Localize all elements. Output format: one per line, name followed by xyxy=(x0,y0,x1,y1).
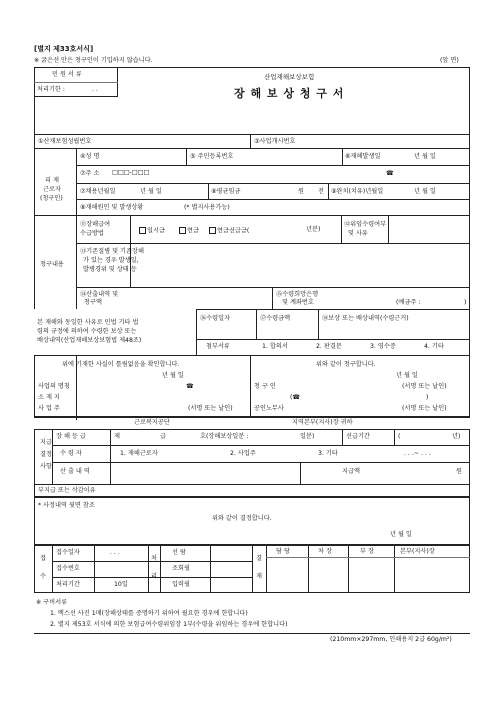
insurance-no-label: ①산재보험성립번호 xyxy=(38,138,92,145)
grade-level: 급 xyxy=(160,433,166,440)
injured-label-2: 근로자 xyxy=(43,186,61,193)
form-side: (앞 면) xyxy=(440,57,459,64)
attach-3: 3. 영수증 xyxy=(370,343,396,350)
owner-sign-note: (서명 또는 날인) xyxy=(188,405,233,412)
name-label: ④성 명 xyxy=(80,153,100,160)
heal-date-label: ⑨완치(치유)년월일 xyxy=(331,188,384,195)
confirm-statement: 위에 기재한 사실이 틀림없음을 확인합니다. xyxy=(62,361,180,368)
method-label-2: 수급방법 xyxy=(80,230,104,237)
approval-side-2: 수 xyxy=(40,573,46,580)
accident-date-label: ⑥재해발생일 xyxy=(345,153,381,160)
input-done-label: 입력필 xyxy=(172,581,190,588)
annuity-lump-checkbox[interactable] xyxy=(209,227,216,234)
reject-label: 부지급 또는 삭감이유 xyxy=(38,487,96,494)
claim-statement: 위와 같이 청구합니다. xyxy=(316,361,376,368)
claimant-phone-close: ) xyxy=(426,394,429,401)
advance-end: 년) xyxy=(452,433,461,440)
recv-date-label: 접수일자 xyxy=(56,549,80,556)
approval-side-1: 접 xyxy=(40,555,46,562)
payee-label: 수 령 자 xyxy=(60,450,82,457)
labor-attorney-label: 공인노무사 xyxy=(254,405,284,412)
comp-col-detail: ⑱보상 또는 배상내역(수령근거) xyxy=(322,315,409,322)
deadline-label: 처리기한 : xyxy=(37,86,65,93)
review-done-label: 조회필 xyxy=(172,565,190,572)
lump-sum-option[interactable] xyxy=(138,227,165,235)
annuity-checkbox[interactable] xyxy=(179,227,186,234)
review-statement: 위와 같이 결정합니다. xyxy=(212,515,272,522)
payee-option-2: 2. 사업주 xyxy=(230,450,256,457)
grade-code: 호(장해보상일분 : xyxy=(200,433,249,440)
comp-col-date: ⑯수령일자 xyxy=(200,315,231,322)
location-label: 소 재 지 xyxy=(38,394,60,401)
business-no-label: ③사업개시번호 xyxy=(254,138,296,145)
hire-date-ymd: 년 월 일 xyxy=(140,188,162,195)
form-note: ※ 굵은선 안은 청구인이 기입하지 않습니다. xyxy=(34,57,153,64)
existing-label-2: 가 있는 경우 발생일, xyxy=(83,257,139,264)
page-title: 장 해 보 상 청 구 서 xyxy=(234,87,345,100)
recv-date-value: . . . xyxy=(110,549,120,556)
form-number: [별지 제33호서식] xyxy=(34,45,94,53)
comp-text-1: 본 재해와 동일한 사유로 민법 기타 법 xyxy=(37,319,139,326)
addressee-org: 근로복지공단 xyxy=(134,419,170,426)
injured-label-1: 피 재 xyxy=(45,177,59,184)
annuity-lump-label: 연금선급금( xyxy=(217,227,250,235)
claim-date: 년 월 일 xyxy=(396,372,418,379)
claimant-label: 청 구 인 xyxy=(254,383,276,390)
depositor-label: (예금주 : xyxy=(396,299,421,306)
cause-note: (* 별지사용가능) xyxy=(184,204,230,211)
claim-label: 청구내용 xyxy=(40,261,64,268)
bank-label-2: 및 계좌번호 xyxy=(282,299,314,306)
comp-col-amount: ⑰수령금액 xyxy=(260,315,291,322)
confirm-date: 년 월 일 xyxy=(162,372,184,379)
process-side-2: 리 xyxy=(151,573,157,580)
decision-frame xyxy=(34,429,470,497)
docs-title: ※ 구비서류 xyxy=(36,599,68,606)
injured-label-3: (청구인) xyxy=(40,195,63,202)
depositor-end: ) xyxy=(464,299,467,306)
delegate-label-2: 및 사유 xyxy=(348,230,368,237)
advance-paren: ( xyxy=(398,433,401,440)
amount-label: 지급액 xyxy=(342,468,360,475)
decision-side-1: 결 xyxy=(256,555,262,562)
advance-label: 선급기간 xyxy=(346,433,370,440)
claimant-phone-paren: (☎ xyxy=(290,394,301,401)
decision-g3: 결 xyxy=(40,451,46,458)
staff-label: 담 당 xyxy=(276,548,290,555)
doc-item-2: 2. 별지 제53호 서식에 의한 보험급여수령위임장 1부(수령을 위임하는 경우에 한합니다) xyxy=(50,621,288,628)
accident-date-ymd: 년 월 일 xyxy=(414,153,436,160)
existing-label-3: 발병경위 및 상태 등 xyxy=(83,266,137,273)
calc-label-1: ⑭산출내역 및 xyxy=(80,291,119,298)
comp-text-2: 령의 규정에 의하여 수령한 보상 또는 xyxy=(37,328,137,335)
grade-mark: 제 xyxy=(114,433,120,440)
attach-4: 4. 기타 xyxy=(424,343,444,350)
doc-item-1: 1. 엑스선 사진 1매(장해상태를 증명하기 위하여 필요한 경우에 한합니다) xyxy=(50,610,248,617)
paper-spec: (210mm×297mm, 인쇄용지 2급 60g/m²) xyxy=(330,636,452,643)
section-chief-label: 차 장 xyxy=(318,548,332,555)
proc-period-label: 처리기간 xyxy=(56,581,80,588)
annuity-lump-option[interactable] xyxy=(208,227,249,235)
attach-2: 2. 판결문 xyxy=(316,343,342,350)
wage-end: 전 xyxy=(318,188,324,195)
deadline-value: . . xyxy=(92,86,98,93)
cause-label: ⑧재해원인 및 발생상황 xyxy=(80,204,144,211)
delegate-label-1: ⑫위임수령여부 xyxy=(344,221,387,228)
recv-no-label: 접수번호 xyxy=(56,565,80,572)
wage-unit: 원 xyxy=(298,188,304,195)
receipt-label: 민 원 서 류 xyxy=(52,71,82,78)
calc-detail-label: 산 출 내 역 xyxy=(60,468,90,475)
hire-date-label: ⑦채용년월일 xyxy=(80,188,116,195)
annuity-option[interactable] xyxy=(178,227,199,235)
phone-icon: ☎ xyxy=(386,170,394,177)
proc-period-value: 10일 xyxy=(114,581,128,588)
payee-option-1: 1. 재해근로자 xyxy=(120,450,158,457)
grade-label: 장 해 등 급 xyxy=(56,433,86,440)
annuity-unit: 년분) xyxy=(306,226,321,233)
review-note: * 사정내역 뒷면 참조 xyxy=(38,502,95,509)
addressee-title: 지역본부(지사)장 귀하 xyxy=(292,419,353,426)
wage-label: ⑧평균임금 xyxy=(211,188,241,195)
attorney-sign-note: (서명 또는 날인) xyxy=(402,405,447,412)
title-sub: 산업재해보상보험 xyxy=(264,73,315,81)
address-boxes: □□□-□□□ xyxy=(112,169,150,176)
payee-date-range: . . .~ . . . xyxy=(404,450,431,457)
decision-g1: 지 xyxy=(40,439,46,446)
amount-unit: 원 xyxy=(456,468,462,475)
bank-label-1: ⑮수령희망은행 xyxy=(276,291,319,298)
decision-g6: 항 xyxy=(46,463,52,470)
company-label: 사업의 명칭 xyxy=(38,383,70,390)
dept-chief-label: 부 장 xyxy=(360,548,374,555)
lump-sum-label: 일시금 xyxy=(147,227,165,235)
decision-g4: 정 xyxy=(46,451,52,458)
calc-label-2: 청구액 xyxy=(84,299,102,306)
decision-g5: 사 xyxy=(40,463,46,470)
review-date: 년 월 일 xyxy=(390,531,412,538)
method-label-1: ⑪장해급여 xyxy=(80,221,111,228)
attach-label: 첨부서류 xyxy=(206,343,230,350)
annuity-label: 연금 xyxy=(187,227,199,235)
grade-code-end: 일분) xyxy=(300,433,315,440)
existing-label-1: ⑬기존질병 및 기존장해 xyxy=(80,248,144,255)
sign-label: 선 람 xyxy=(172,549,186,556)
decision-side-2: 재 xyxy=(256,573,262,580)
claimant-sign-note: (서명 또는 날인) xyxy=(402,383,447,390)
company-phone-icon: ☎ xyxy=(186,383,194,390)
owner-label: 사 업 주 xyxy=(38,405,60,412)
attach-1: 1. 합의서 xyxy=(262,343,288,350)
comp-text-3: 배상내역(산업재해보상보험법 제48조) xyxy=(37,337,142,344)
decision-g2: 급 xyxy=(46,439,52,446)
process-side-1: 처 xyxy=(151,555,157,562)
address-label: ⑦주 소 xyxy=(80,170,100,177)
lump-sum-checkbox[interactable] xyxy=(139,227,146,234)
director-label: 본부(지사)장 xyxy=(400,548,435,555)
heal-date-ymd: 년 월 일 xyxy=(414,188,436,195)
payee-option-3: 3. 기타 xyxy=(318,450,338,457)
rrn-label: ⑤ 주민등록번호 xyxy=(190,153,234,160)
